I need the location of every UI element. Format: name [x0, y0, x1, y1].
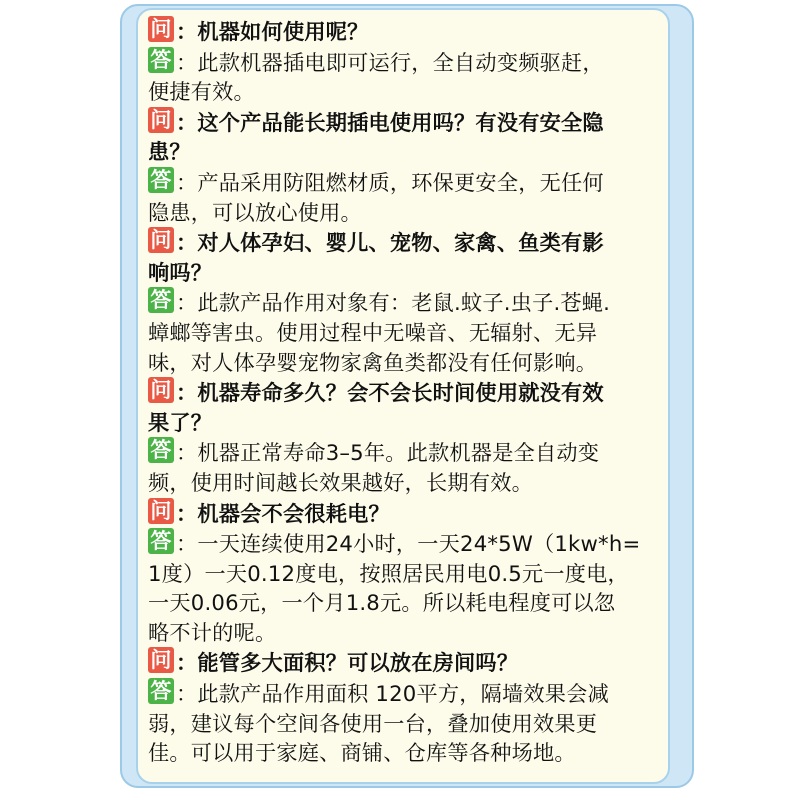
faq-answer-line: [148, 618, 668, 648]
faq-answer-line: [148, 468, 668, 498]
question-tag: 问: [148, 498, 174, 524]
faq-list: [148, 16, 668, 768]
answer-tag: 答: [148, 437, 174, 463]
faq-question-line: [148, 137, 668, 167]
question-text: 响吗？: [148, 259, 213, 285]
faq-question-line: [148, 408, 668, 438]
question-text: ：机器会不会很耗电？: [176, 500, 390, 526]
answer-text: 弱，建议每个空间各使用一台，叠加使用效果更: [148, 710, 598, 736]
answer-tag: 答: [148, 287, 174, 313]
answer-text: 隐患，可以放心使用。: [148, 199, 362, 225]
question-tag: 问: [148, 377, 174, 403]
faq-answer-line: [148, 167, 668, 198]
answer-text: 便捷有效。: [148, 79, 255, 105]
question-text: ：能管多大面积？可以放在房间吗？: [176, 650, 519, 676]
question-tag: 问: [148, 107, 174, 133]
answer-text: 蟑螂等害虫。使用过程中无噪音、无辐射、无异: [148, 319, 598, 345]
question-tag: 问: [148, 16, 174, 42]
answer-text: ：一天连续使用24小时，一天24*5W（1kw*h=: [176, 531, 641, 557]
faq-answer-line: [148, 348, 668, 378]
faq-question-line: [148, 227, 668, 258]
faq-answer-line: [148, 198, 668, 228]
answer-text: ：此款机器插电即可运行，全自动变频驱赶，: [176, 49, 604, 75]
answer-text: 味，对人体孕婴宠物家禽鱼类都没有任何影响。: [148, 349, 598, 375]
faq-answer-line: [148, 559, 668, 589]
faq-answer-line: [148, 437, 668, 468]
faq-answer-line: [148, 47, 668, 78]
answer-text: 1度）一天0.12度电，按照居民用电0.5元一度电，: [148, 560, 629, 586]
answer-tag: 答: [148, 167, 174, 193]
question-text: 果了？: [148, 409, 213, 435]
question-text: ：机器如何使用呢？: [176, 19, 369, 44]
answer-tag: 答: [148, 47, 174, 73]
faq-answer-line: [148, 528, 668, 559]
answer-text: ：产品采用防阻燃材质，环保更安全，无任何: [176, 169, 604, 195]
faq-answer-line: [148, 678, 668, 709]
faq-question-line: [148, 107, 668, 138]
answer-text: ：此款产品作用面积 120平方，隔墙效果会减: [176, 681, 609, 707]
question-tag: 问: [148, 647, 174, 673]
faq-question-line: [148, 377, 668, 408]
answer-text: ：机器正常寿命3–5年。此款机器是全自动变: [176, 440, 600, 466]
faq-answer-line: [148, 77, 668, 107]
faq-answer-line: [148, 738, 668, 768]
answer-text: 佳。可以用于家庭、商铺、仓库等各种场地。: [148, 740, 576, 766]
answer-text: 略不计的呢。: [148, 619, 277, 645]
faq-question-line: [148, 498, 668, 529]
question-text: 患？: [148, 139, 191, 165]
faq-answer-line: [148, 318, 668, 348]
answer-text: ：此款产品作用对象有：老鼠.蚊子.虫子.苍蝇.: [176, 290, 611, 316]
faq-question-line: [148, 258, 668, 288]
faq-answer-line: [148, 709, 668, 739]
answer-tag: 答: [148, 678, 174, 704]
faq-question-line: [148, 647, 668, 678]
faq-answer-line: [148, 588, 668, 618]
faq-answer-line: [148, 287, 668, 318]
question-tag: 问: [148, 227, 174, 253]
question-text: ：机器寿命多久？会不会长时间使用就没有效: [176, 380, 604, 406]
answer-text: 一天0.06元，一个月1.8元。所以耗电程度可以忽: [148, 590, 616, 616]
answer-tag: 答: [148, 528, 174, 554]
answer-text: 频，使用时间越长效果越好，长期有效。: [148, 469, 533, 495]
question-text: ：这个产品能长期插电使用吗？有没有安全隐: [176, 109, 604, 135]
question-text: ：对人体孕妇、婴儿、宠物、家禽、鱼类有影: [176, 230, 604, 256]
faq-question-line: [148, 16, 668, 47]
